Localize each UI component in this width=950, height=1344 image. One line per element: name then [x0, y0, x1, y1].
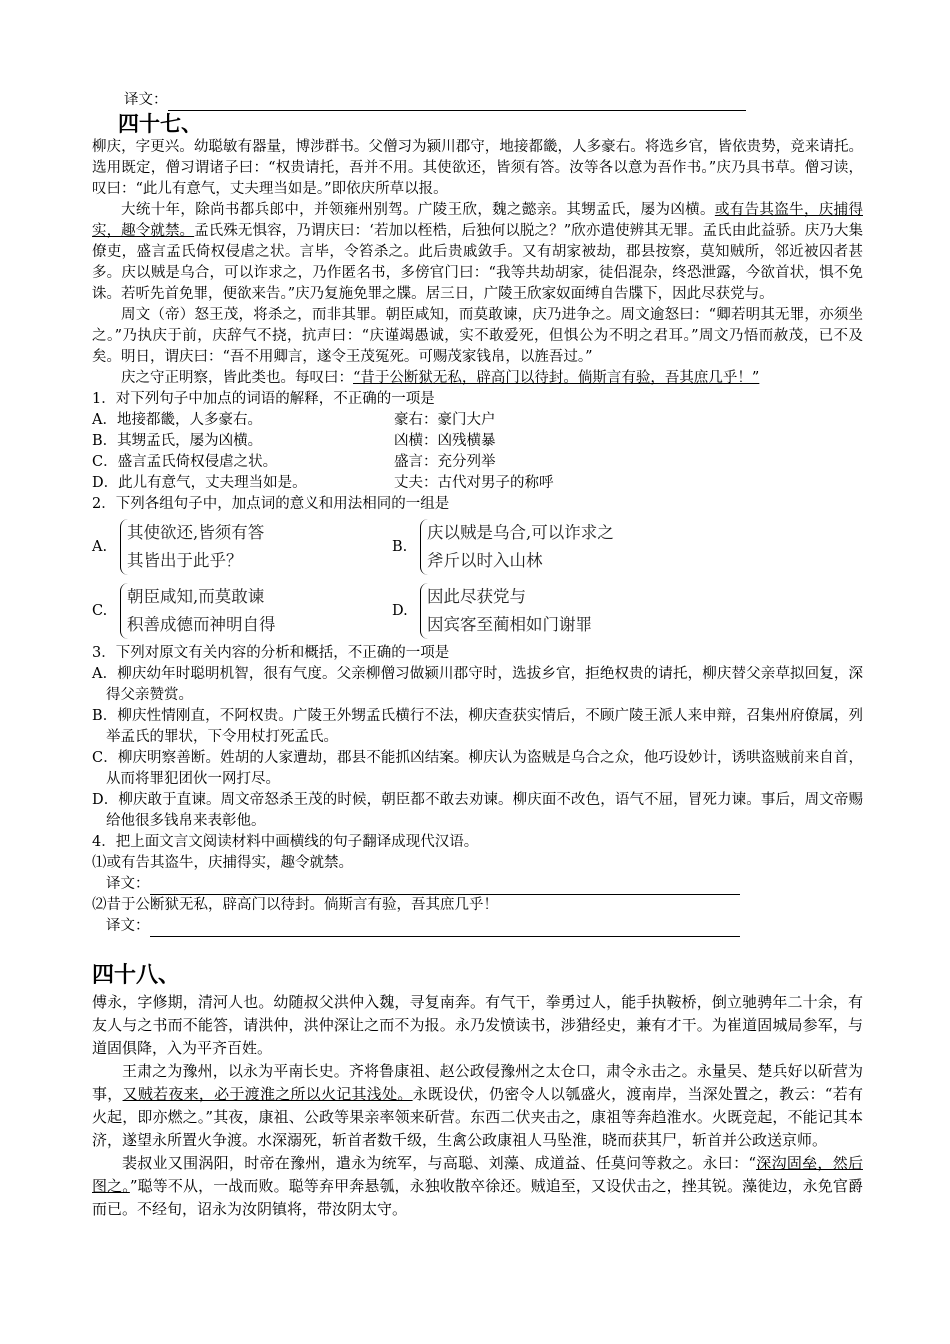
q3-option-b: B．柳庆性情刚直，不阿权贵。广陵王外甥孟氏横行不法，柳庆查获实情后，不顾广陵王派人来申辩，召集州府僚属，列举孟氏的罪状，下令用杖打死孟氏。	[92, 708, 863, 745]
s47-para-4: 庆之守正明察，皆此类也。每叹曰：“昔于公断狱无私，辟高门以待封。倘斯言有验，吾其庶几乎！”	[121, 370, 760, 386]
s48-para-3: 裴叔业又围涡阳，时帝在豫州，遣永为统军，与高聪、刘藻、成道益、任莫问等救之。永曰：“深沟固垒，然后图之。”聪等不从，一战而败。聪等弃甲奔悬瓠，永独收散卒徐还。贼追至，又设伏击之，挫其锐。藻徙边，永免官爵而已。不经旬，诏永为汝阴镇将，带汝阴太守。	[92, 1154, 863, 1218]
q1-option-d: D．此儿有意气，丈夫理当如是。 丈夫：古代对男子的称呼	[92, 475, 554, 491]
q4-translation-1: 译文：	[92, 874, 863, 895]
q3-option-d: D．柳庆敢于直谏。周文帝怒杀王茂的时候，朝臣都不敢去劝谏。柳庆面不改色，语气不屈，冒死力谏。事后，周文帝赐给他很多钱帛来表彰他。	[92, 792, 863, 829]
question-1	[92, 389, 863, 494]
q2-option-b: B. 庆以贼是乌合,可以诈求之 斧斤以时入山林	[392, 515, 722, 579]
question-3	[92, 643, 863, 832]
section-47-title: 四十七、	[118, 112, 202, 136]
section-48-title: 四十八、	[92, 963, 181, 988]
s47-para-2: 大统十年，除尚书都兵郎中，并领雍州别驾。广陵王欣，魏之懿亲。其甥孟氏，屡为凶横。或有告其盗牛，庆捕得实，趣令就禁。孟氏殊无惧容，乃谓庆曰：‘若加以桎梏，后独何以脱之？”欣亦遣使辨其无罪。孟氏由此益骄。庆乃大集僚吏，盛言孟氏倚权侵虐之状。言毕，令笞杀之。此后贵戚敛手。又有胡家被劫，郡县按察，莫知贼所，邻近被囚者甚多。庆以贼是乌合，可以诈求之，乃作匿名书，多傍官门曰：“我等共劫胡家，徒侣混杂，终恐泄露，今欲首状，惧不免诛。若听先首免罪，便欲来告。”庆乃复施免罪之牒。居三日，广陵王欣家奴面缚自告牒下，因此尽获党与。	[92, 202, 863, 302]
q4-item-1: ⑴或有告其盗牛，庆捕得实，趣令就禁。	[92, 855, 353, 871]
question-1-stem: 1．对下列句子中加点的词语的解释，不正确的一项是	[92, 391, 435, 407]
answer-blank[interactable]	[150, 878, 740, 895]
q1-option-c: C．盛言孟氏倚权侵虐之状。 盛言：充分列举	[92, 454, 496, 470]
document-page	[92, 90, 863, 1221]
underlined-sentence-1: 或有告其盗牛，庆捕得实，趣令就禁。	[92, 202, 863, 239]
s48-para-2: 王肃之为豫州，以永为平南长史。齐将鲁康祖、赵公政侵豫州之太仓口，肃令永击之。永量吴、楚兵好以斫营为事，又贼若夜来，必于渡淮之所以火记其浅处。永既设伏，仍密令人以瓠盛火，渡南岸，当深处置之，教云：“若有火起，即亦燃之。”其夜，康祖、公政等果亲率领来斫营。东西二伏夹击之，康祖等奔趋淮水。火既竞起，不能记其本济，遂望永所置火争渡。水深溺死，斩首者数千级，生禽公政康祖人马坠淮，晓而获其尸，斩首并公政送京师。	[92, 1062, 863, 1149]
question-4-stem: 4．把上面文言文阅读材料中画横线的句子翻译成现代汉语。	[92, 834, 479, 850]
q3-option-a: A．柳庆幼年时聪明机智，很有气度。父亲柳僧习做颍川郡守时，选拔乡官，拒绝权贵的请托，柳庆替父亲草拟回复，深得父亲赞赏。	[92, 666, 863, 703]
q4-item-2: ⑵昔于公断狱无私，辟高门以待封。倘斯言有验，吾其庶几乎！	[92, 897, 498, 913]
underlined-sentence-3: 又贼若夜来，必于渡淮之所以火记其浅处。	[122, 1085, 413, 1103]
q2-option-a: A. 其使欲还,皆须有答 其皆出于此乎？	[92, 515, 392, 579]
q2-option-c: C. 朝臣咸知,而莫敢谏 积善成德而神明自得	[92, 579, 392, 643]
section-48	[92, 961, 863, 1221]
q3-option-c: C．柳庆明察善断。姓胡的人家遭劫，郡县不能抓凶结案。柳庆认为盗贼是乌合之众，他巧设妙计，诱哄盗贼前来自首，从而将罪犯团伙一网打尽。	[92, 750, 863, 787]
underlined-sentence-2: “昔于公断狱无私，辟高门以待封。倘斯言有验，吾其庶几乎！”	[353, 370, 760, 386]
s48-para-1: 傅永，字修期，清河人也。幼随叔父洪仲入魏，寻复南奔。有气干，拳勇过人，能手执鞍桥，倒立驰骋年二十余，有友人与之书而不能答，请洪仲，洪仲深让之而不为报。永乃发愤读书，涉猎经史，兼有才干。为崔道固城局参军，与道固俱降，入为平齐百姓。	[92, 993, 863, 1057]
answer-blank[interactable]	[150, 920, 740, 937]
underlined-sentence-4: 深沟固垒，然后图之。	[92, 1154, 863, 1195]
q1-option-b: B．其甥孟氏，屡为凶横。 凶横：凶残横暴	[92, 433, 496, 449]
translation-line-top: 译文：	[118, 90, 863, 111]
s47-para-3: 周文（帝）怒王茂，将杀之，而非其罪。朝臣咸知，而莫敢谏，庆乃进争之。周文逾怒曰：“卿若明其无罪，亦须坐之。”乃执庆于前，庆辞气不挠，抗声曰：“庆谨竭愚诚，实不敢爱死，但惧公为不明之君耳。”周文乃悟而赦茂，已不及矣。明日，谓庆曰：“吾不用卿言，遂令王茂冤死。可赐茂家钱帛，以旌吾过。”	[92, 307, 863, 365]
answer-blank[interactable]	[168, 94, 746, 111]
q4-translation-2: 译文：	[92, 916, 863, 937]
q1-option-a: A．地接都畿，人多豪右。 豪右：豪门大户	[92, 412, 496, 428]
q2-option-d: D. 因此尽获党与 因宾客至蔺相如门谢罪	[392, 579, 722, 643]
question-3-stem: 3．下列对原文有关内容的分析和概括，不正确的一项是	[92, 645, 450, 661]
s47-para-1: 柳庆，字更兴。幼聪敏有器量，博涉群书。父僧习为颍川郡守，地接都畿，人多豪右。将选乡官，皆依贵势，竞来请托。选用既定，僧习谓诸子曰：“权贵请托，吾并不用。其使欲还，皆须有答。汝等各以意为吾作书。”庆乃具书草。僧习读，叹曰：“此儿有意气，丈夫理当如是。”即依庆所草以报。	[92, 139, 863, 197]
question-2-stem: 2．下列各组句子中，加点词的意义和用法相同的一组是	[92, 496, 450, 512]
question-2	[92, 494, 863, 643]
question-4	[92, 832, 863, 937]
